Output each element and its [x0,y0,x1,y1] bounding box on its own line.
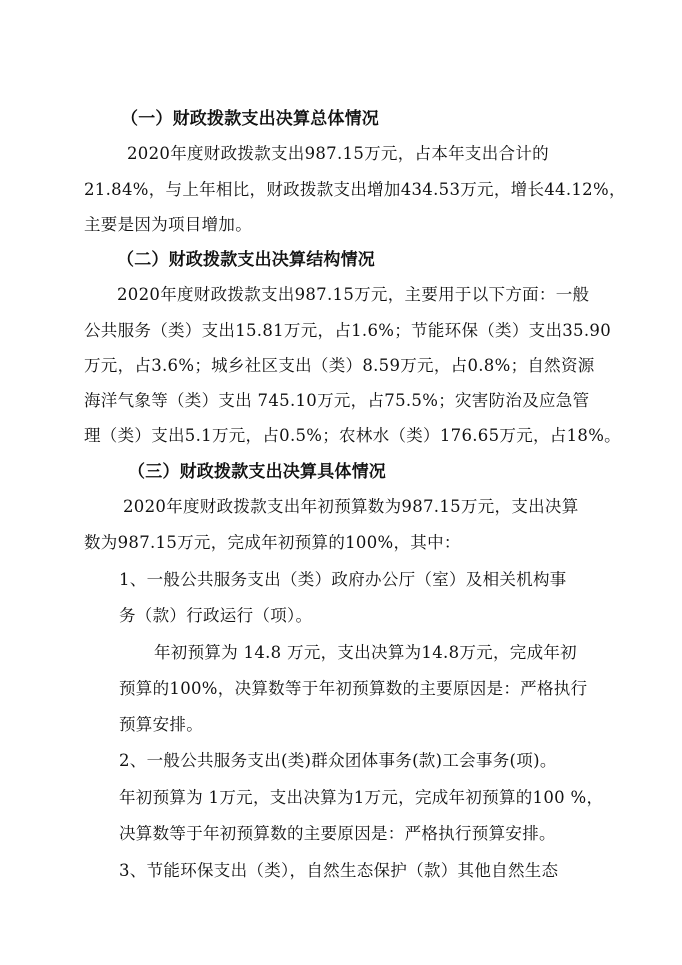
section-heading-1: （一）财政拨款支出决算总体情况 [121,109,379,129]
paragraph-line: 3、节能环保支出（类），自然生态保护（款）其他自然生态 [119,861,559,880]
paragraph-line: 公共服务（类）支出15.81万元，占1.6%；节能环保（类）支出35.90 [84,321,611,340]
paragraph-line: 预算安排。 [119,715,203,734]
paragraph-line: 2、一般公共服务支出(类)群众团体事务(款)工会事务(项)。 [119,751,557,770]
paragraph-line: 海洋气象等（类）支出 745.10万元，占75.5%；灾害防治及应急管 [84,391,590,410]
paragraph-line: 21.84%，与上年相比，财政拨款支出增加434.53万元，增长44.12%， [84,180,626,199]
section-heading-2: （二）财政拨款支出决算结构情况 [117,250,375,270]
paragraph-line: 主要是因为项目增加。 [84,215,252,234]
paragraph-line: 预算的100%，决算数等于年初预算数的主要原因是：严格执行 [119,679,588,698]
section-heading-3: （三）财政拨款支出决算具体情况 [128,462,386,482]
paragraph-line: 年初预算为 14.8 万元，支出决算为14.8万元，完成年初 [154,643,577,662]
paragraph-line: 2020年度财政拨款支出987.15万元，占本年支出合计的 [127,144,549,163]
paragraph-line: 2020年度财政拨款支出年初预算数为987.15万元，支出决算 [123,497,579,516]
paragraph-line: 万元，占3.6%；城乡社区支出（类）8.59万元，占0.8%；自然资源 [84,356,595,375]
paragraph-line: 年初预算为 1万元，支出决算为1万元，完成年初预算的100 %， [119,788,604,807]
paragraph-line: 务（款）行政运行（项）。 [119,606,313,625]
paragraph-line: 理（类）支出5.1万元，占0.5%；农林水（类）176.65万元，占18%。 [84,426,621,445]
paragraph-line: 1、一般公共服务支出（类）政府办公厅（室）及相关机构事 [119,570,567,589]
paragraph-line: 数为987.15万元，完成年初预算的100%，其中： [84,533,461,552]
paragraph-line: 2020年度财政拨款支出987.15万元，主要用于以下方面：一般 [117,285,590,304]
paragraph-line: 决算数等于年初预算数的主要原因是：严格执行预算安排。 [119,824,556,843]
